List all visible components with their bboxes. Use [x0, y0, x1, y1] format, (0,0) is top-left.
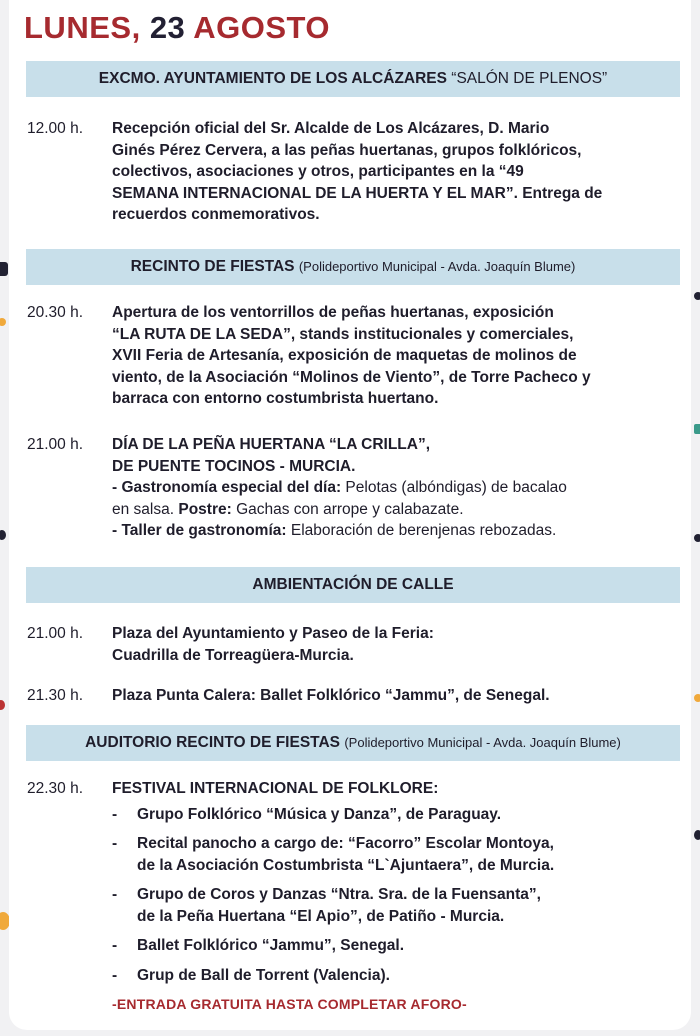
- performer-list: [112, 804, 682, 987]
- dessert-label: Postre:: [178, 500, 232, 518]
- text-line: viento, de la Asociación “Molinos de Viento”, de Torre Pacheco y: [112, 368, 591, 386]
- section-subtitle: “SALÓN DE PLENOS”: [451, 70, 608, 87]
- decorative-dot: [0, 262, 8, 276]
- dash-marker: -: [112, 886, 118, 903]
- event-description: [112, 623, 682, 666]
- text-line: Apertura de los ventorrillos de peñas huertanas, exposición: [112, 304, 554, 321]
- event-description: [112, 118, 682, 226]
- text-line: [112, 520, 682, 542]
- text-line: Ginés Pérez Cervera, a las peñas huertanas, grupos folklóricos,: [112, 141, 582, 159]
- text-line: Grupo Folklórico “Música y Danza”, de Paraguay.: [137, 805, 502, 823]
- text-line: Plaza Punta Calera: Ballet Folklórico “Jammu”, de Senegal.: [112, 687, 550, 704]
- text-line: de la Peña Huertana “El Apio”, de Patiño - Murcia.: [137, 907, 505, 925]
- dash-marker: -: [112, 937, 118, 954]
- text-line: de la Asociación Costumbrista “L`Ajuntaera”, de Murcia.: [137, 856, 555, 874]
- event-time: 12.00 h.: [27, 120, 84, 137]
- text-line: SEMANA INTERNACIONAL DE LA HUERTA Y EL MAR”. Entrega de: [112, 184, 603, 202]
- workshop-label: - Taller de gastronomía:: [112, 522, 287, 539]
- decorative-dot: [694, 292, 700, 300]
- event-title: DE PUENTE TOCINOS - MURCIA.: [112, 457, 356, 475]
- text-line: colectivos, asociaciones y otros, participantes en la “49: [112, 163, 524, 180]
- event-time: 22.30 h.: [27, 780, 84, 797]
- text-line: Plaza del Ayuntamiento y Paseo de la Feria:: [112, 625, 434, 642]
- month-word: AGOSTO: [193, 10, 331, 45]
- event-description: [112, 434, 682, 542]
- decorative-dot: [694, 694, 700, 702]
- event-time: 21.00 h.: [27, 625, 84, 642]
- text-line: [112, 477, 682, 499]
- section-subtitle: (Polideportivo Municipal - Avda. Joaquín Blume): [344, 735, 621, 750]
- event-title: FESTIVAL INTERNACIONAL DE FOLKLORE:: [112, 780, 439, 797]
- decorative-dot: [694, 534, 700, 542]
- list-item: [112, 884, 682, 927]
- day-title: [24, 8, 330, 48]
- event-description: [112, 778, 682, 994]
- text-line: XVII Feria de Artesanía, exposición de maquetas de molinos de: [112, 347, 577, 364]
- text-line: Grup de Ball de Torrent (Valencia).: [137, 966, 390, 984]
- event-time: 20.30 h.: [27, 304, 84, 321]
- event-time: 21.00 h.: [27, 436, 84, 453]
- section-title: EXCMO. AYUNTAMIENTO DE LOS ALCÁZARES: [98, 70, 447, 87]
- text-line: recuerdos conmemorativos.: [112, 206, 320, 223]
- decorative-dot: [694, 830, 700, 840]
- section-header-calle: [26, 567, 680, 603]
- dessert-text: Gachas con arrope y calabazate.: [231, 500, 464, 518]
- section-subtitle: (Polideportivo Municipal - Avda. Joaquín Blume): [298, 259, 576, 274]
- text-line: Recital panocho a cargo de: “Facorro” Escolar Montoya,: [137, 835, 554, 852]
- section-title: AUDITORIO RECINTO DE FIESTAS: [85, 734, 341, 751]
- list-item: [112, 833, 682, 876]
- section-header-ayuntamiento: [26, 61, 680, 97]
- day-number: 23: [149, 10, 186, 45]
- gastronomy-text: Pelotas (albóndigas) de bacalao: [341, 479, 567, 496]
- section-title: AMBIENTACIÓN DE CALLE: [252, 576, 454, 593]
- event-title: DÍA DE LA PEÑA HUERTANA “LA CRILLA”,: [112, 436, 431, 453]
- text-line: Grupo de Coros y Danzas “Ntra. Sra. de la Fuensanta”,: [137, 886, 541, 903]
- list-item: [112, 804, 682, 826]
- list-item: [112, 965, 682, 987]
- event-time: 21.30 h.: [27, 687, 84, 704]
- text-line: [112, 499, 682, 521]
- dash-marker: -: [112, 835, 118, 852]
- dash-marker: -: [112, 805, 118, 823]
- event-description: [112, 685, 682, 707]
- decorative-dot: [0, 700, 5, 710]
- list-item: [112, 935, 682, 957]
- day-word: LUNES,: [24, 10, 141, 45]
- section-header-recinto: [26, 249, 680, 285]
- text-line: Cuadrilla de Torreagüera-Murcia.: [112, 646, 354, 664]
- workshop-text: Elaboración de berenjenas rebozadas.: [286, 522, 557, 539]
- event-description: [112, 302, 682, 410]
- free-entry-notice: -ENTRADA GRATUITA HASTA COMPLETAR AFORO-: [112, 996, 467, 1012]
- text-line: barraca con entorno costumbrista huertano.: [112, 390, 439, 407]
- text-line: Ballet Folklórico “Jammu”, Senegal.: [137, 937, 405, 954]
- gastronomy-label: - Gastronomía especial del día:: [112, 479, 342, 496]
- decorative-dot: [0, 318, 6, 326]
- dash-marker: -: [112, 966, 118, 984]
- decorative-dot: [0, 530, 6, 540]
- text-line: “LA RUTA DE LA SEDA”, stands institucionales y comerciales,: [112, 325, 574, 343]
- decorative-dot: [694, 424, 700, 434]
- gastronomy-text: en salsa.: [112, 500, 179, 518]
- text-line: Recepción oficial del Sr. Alcalde de Los Alcázares, D. Mario: [112, 120, 550, 137]
- section-title: RECINTO DE FIESTAS: [130, 258, 295, 275]
- section-header-auditorio: [26, 725, 680, 761]
